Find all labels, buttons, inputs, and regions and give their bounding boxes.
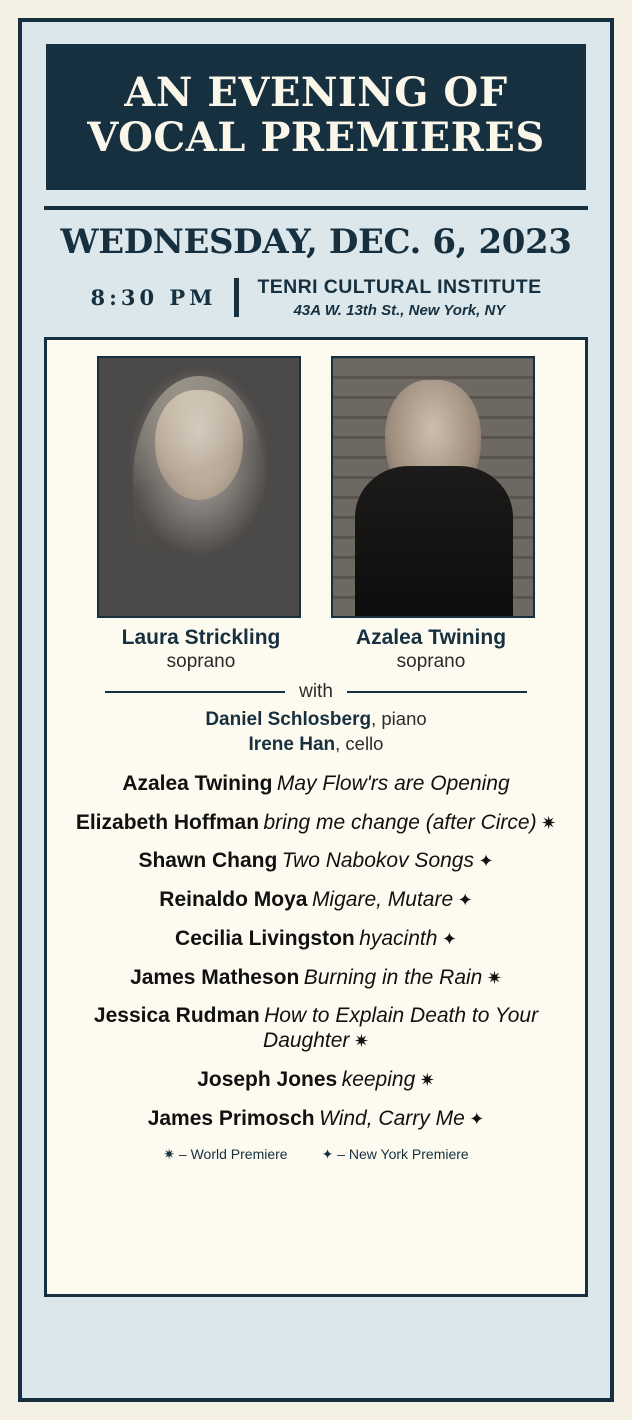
performer-role: soprano	[396, 650, 466, 672]
title-block	[46, 44, 586, 190]
program-work: bring me change (after Circe)	[263, 810, 537, 834]
collaborator-item	[61, 707, 571, 733]
program-item	[61, 811, 571, 836]
program-work: Burning in the Rain	[303, 965, 483, 989]
legend-item-new-york-premiere	[322, 1146, 469, 1163]
performer-name: Azalea Twining	[355, 625, 507, 649]
program-composer: Cecilia Livingston	[175, 926, 355, 950]
program-work: How to Explain Death to Your Daughter	[263, 1004, 539, 1053]
program-premiere-mark: ✷	[486, 967, 502, 988]
program-work: Two Nabokov Songs	[281, 849, 474, 873]
program-premiere-mark: ✦	[469, 1108, 485, 1129]
collaborator-instrument: , piano	[371, 707, 427, 729]
collaborator-list	[61, 707, 571, 758]
with-label: with	[299, 680, 333, 702]
event-date: WEDNESDAY, DEC. 6, 2023	[60, 221, 572, 262]
poster-title-line-1: AN EVENING OF	[124, 69, 508, 116]
collaborator-item	[61, 732, 571, 758]
performer-1	[331, 626, 531, 673]
program-composer: James Matheson	[130, 965, 300, 989]
program-premiere-mark: ✦	[441, 928, 457, 949]
program-work: May Flow'rs are Opening	[276, 771, 510, 795]
performer-0	[101, 626, 301, 673]
program-premiere-mark: ✦	[478, 851, 494, 872]
main-panel	[44, 337, 588, 1297]
program-composer: Reinaldo Moya	[159, 888, 308, 912]
performer-role: soprano	[166, 650, 236, 672]
program-item	[61, 1107, 571, 1132]
program-work: hyacinth	[359, 926, 438, 950]
legend-text: – New York Premiere	[337, 1145, 469, 1162]
performer-name-row	[61, 626, 571, 673]
collaborator-instrument: , cello	[335, 733, 384, 755]
event-time: 8:30 PM	[90, 284, 217, 310]
poster-title-line-2: VOCAL PREMIERES	[87, 113, 545, 161]
program-composer: Azalea Twining	[122, 771, 273, 795]
program-work: Wind, Carry Me	[319, 1106, 465, 1130]
venue-address: 43A W. 13th St., New York, NY	[293, 301, 506, 319]
portrait-photo-azalea-twining	[331, 356, 535, 618]
performer-name: Laura Strickling	[121, 625, 281, 649]
program-item	[61, 927, 571, 952]
poster	[18, 18, 614, 1402]
venue-row	[36, 272, 596, 331]
program-item	[61, 849, 571, 874]
program-item	[61, 888, 571, 913]
program-item	[61, 966, 571, 991]
legend-symbol: ✷	[163, 1145, 176, 1162]
program-composer: Jessica Rudman	[93, 1004, 260, 1028]
legend-item-world-premiere	[163, 1146, 287, 1163]
program-item	[61, 1068, 571, 1093]
portrait-photo-laura-strickling	[97, 356, 301, 618]
program-premiere-mark: ✷	[419, 1070, 435, 1090]
program-composer: James Primosch	[147, 1106, 315, 1130]
collaborator-name: Irene Han	[248, 734, 336, 756]
with-line-left	[105, 691, 285, 693]
venue-block	[239, 276, 541, 319]
program-list	[61, 772, 571, 1132]
program-item	[61, 1004, 571, 1054]
collaborator-name: Daniel Schlosberg	[205, 708, 372, 730]
program-item	[61, 772, 571, 797]
with-row	[61, 681, 571, 703]
program-premiere-mark: ✦	[457, 890, 473, 911]
legend-symbol: ✦	[321, 1145, 334, 1162]
premiere-legend	[61, 1146, 571, 1163]
program-composer: Elizabeth Hoffman	[75, 810, 260, 834]
program-premiere-mark: ✷	[541, 812, 557, 833]
program-work: keeping	[341, 1068, 416, 1091]
legend-text: – World Premiere	[178, 1145, 288, 1162]
with-line-right	[347, 691, 527, 693]
venue-name: TENRI CULTURAL INSTITUTE	[257, 275, 542, 298]
program-composer: Joseph Jones	[197, 1068, 338, 1091]
portrait-row	[61, 356, 571, 618]
program-composer: Shawn Chang	[138, 849, 278, 873]
program-work: Migare, Mutare	[311, 888, 454, 912]
program-premiere-mark: ✷	[353, 1031, 369, 1052]
